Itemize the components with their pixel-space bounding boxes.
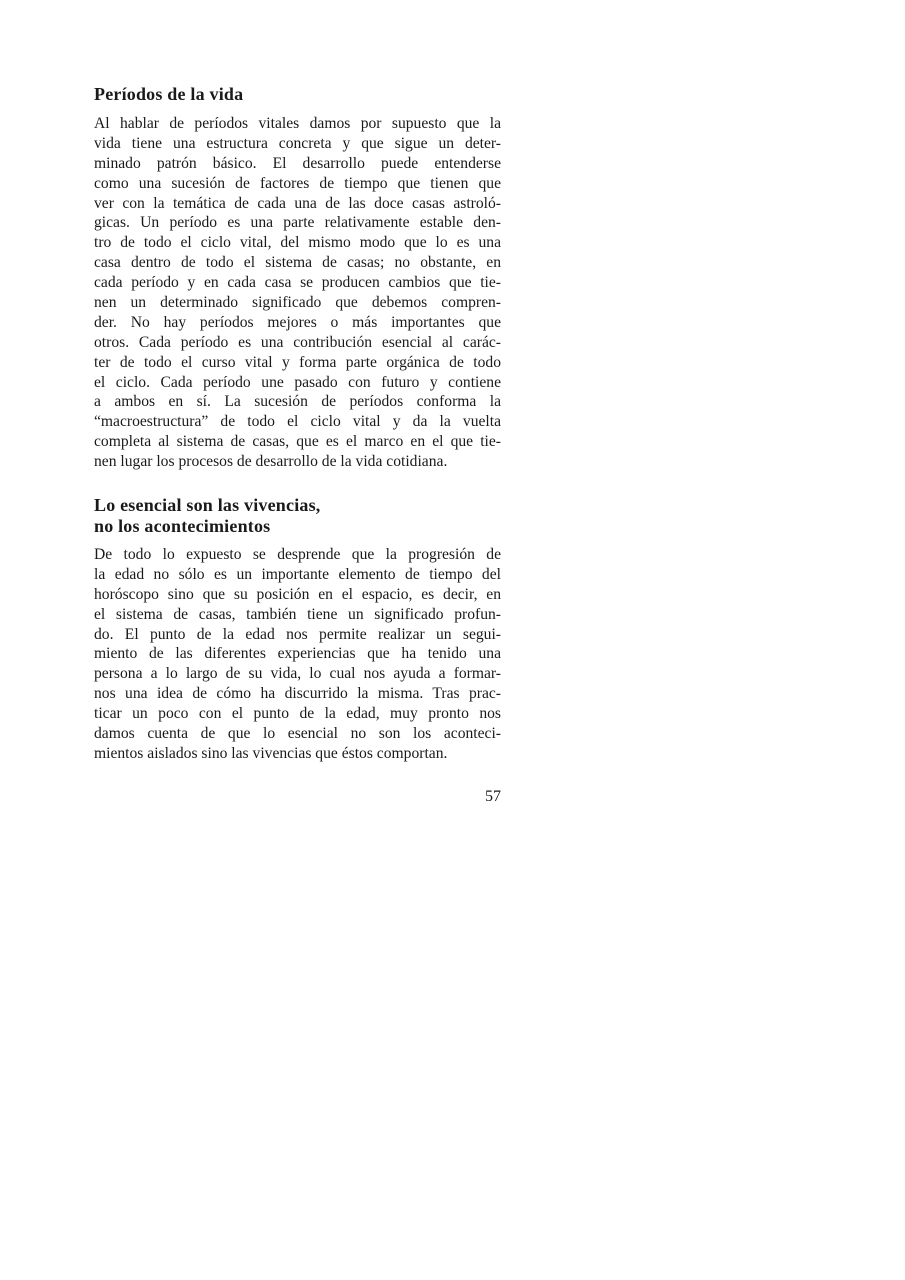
heading-line: no los acontecimientos: [94, 516, 271, 537]
text-line: nen un determinado significado que debemos compren-: [94, 294, 501, 312]
text-line: persona a lo largo de su vida, lo cual nos ayuda a formar-: [94, 665, 501, 683]
heading-line: Períodos de la vida: [94, 84, 244, 104]
text-line: tro de todo el ciclo vital, del mismo modo que lo es una: [94, 234, 501, 252]
text-line: nen lugar los procesos de desarrollo de la vida cotidiana.: [94, 453, 448, 471]
text-line: horóscopo sino que su posición en el espacio, es decir, en: [94, 585, 501, 603]
text-line: ter de todo el curso vital y forma parte orgánica de todo: [94, 353, 501, 371]
text-line: nos una idea de cómo ha discurrido la misma. Tras prac-: [94, 685, 501, 703]
text-line: miento de las diferentes experiencias que ha tenido una: [94, 645, 501, 663]
body-paragraph: [94, 114, 501, 472]
text-line: ticar un poco con el punto de la edad, muy pronto nos: [94, 705, 501, 723]
text-line: como una sucesión de factores de tiempo que tienen que: [94, 174, 501, 192]
text-line: casa dentro de todo el sistema de casas; no obstante, en: [94, 254, 501, 272]
section-heading: [94, 495, 501, 537]
section-heading: [94, 84, 501, 105]
text-line: damos cuenta de que lo esencial no son los aconteci-: [94, 725, 501, 743]
text-line: a ambos en sí. La sucesión de períodos conforma la: [94, 393, 501, 411]
text-line: “macroestructura” de todo el ciclo vital y da la vuelta: [94, 413, 501, 431]
text-line: gicas. Un período es una parte relativamente estable den-: [94, 214, 501, 232]
text-line: der. No hay períodos mejores o más importantes que: [94, 313, 501, 331]
text-line: completa al sistema de casas, que es el marco en el que tie-: [94, 433, 501, 451]
body-paragraph: [94, 545, 501, 764]
text-line: De todo lo expuesto se desprende que la progresión de: [94, 546, 501, 564]
page-number: 57: [485, 788, 501, 805]
text-line: do. El punto de la edad nos permite realizar un segui-: [94, 625, 501, 643]
text-line: el sistema de casas, también tiene un significado profun-: [94, 605, 501, 623]
heading-line: Lo esencial son las vivencias,: [94, 495, 321, 516]
text-line: minado patrón básico. El desarrollo puede entenderse: [94, 154, 501, 172]
text-line: ver con la temática de cada una de las doce casas astroló-: [94, 194, 501, 212]
text-line: la edad no sólo es un importante elemento de tiempo del: [94, 565, 501, 583]
text-line: mientos aislados sino las vivencias que éstos comportan.: [94, 744, 448, 762]
text-line: vida tiene una estructura concreta y que sigue un deter-: [94, 134, 501, 152]
text-line: otros. Cada período es una contribución esencial al carác-: [94, 333, 501, 351]
section-periodos: [94, 84, 501, 472]
text-line: cada período y en cada casa se producen cambios que tie-: [94, 274, 501, 292]
text-line: el ciclo. Cada período une pasado con futuro y contiene: [94, 373, 501, 391]
section-vivencias: [94, 495, 501, 764]
text-line: Al hablar de períodos vitales damos por supuesto que la: [94, 115, 501, 132]
page-body: [94, 84, 501, 764]
